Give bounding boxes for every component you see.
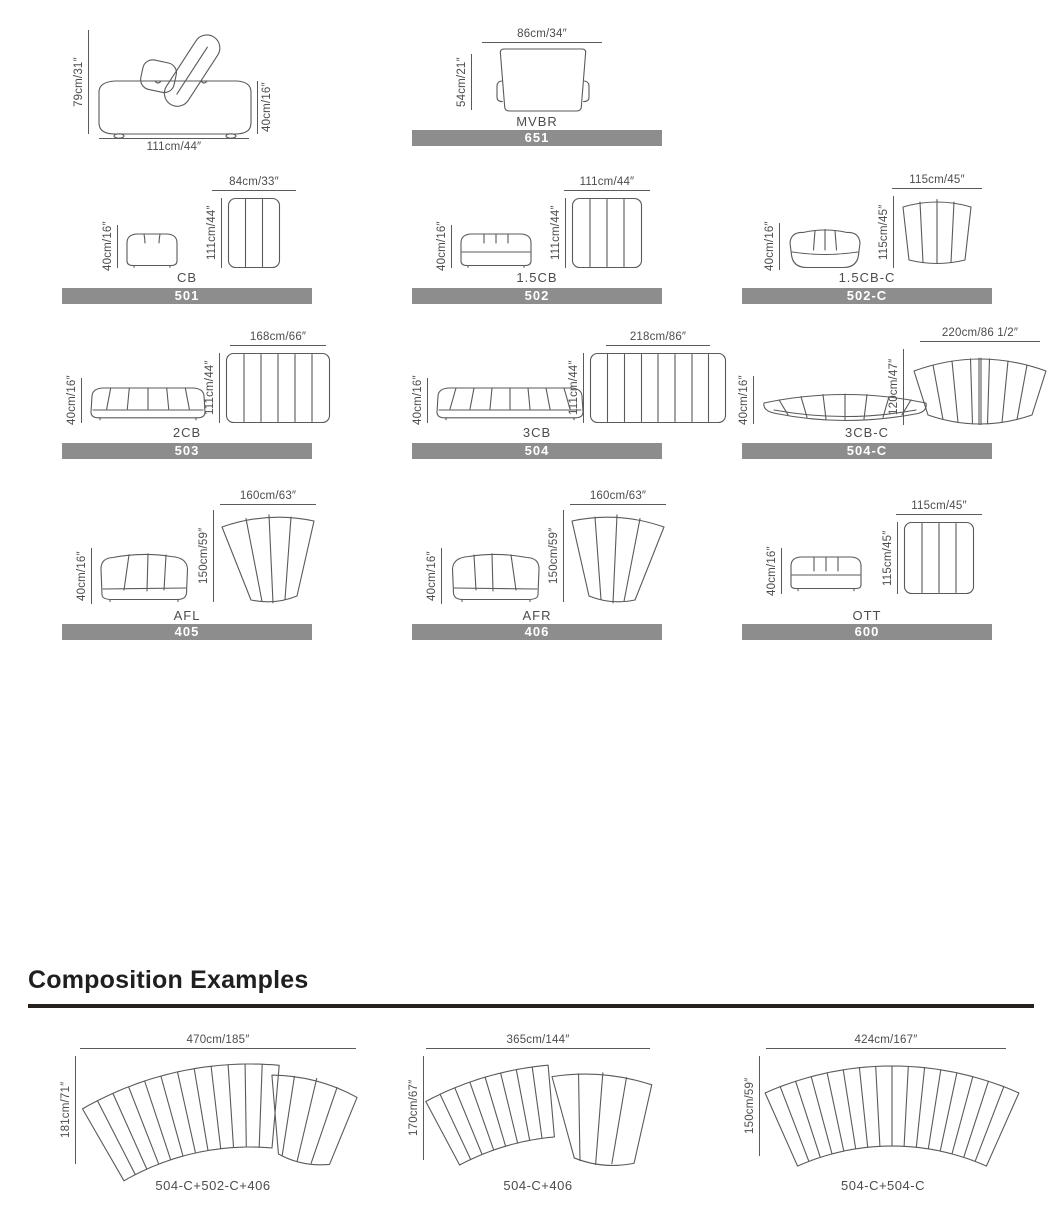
- front-view-drawing: [448, 550, 542, 604]
- dimension-line: [779, 223, 780, 270]
- module-cell-1-5cb-c: [742, 170, 992, 304]
- width-label: 220cm/86 1/2″: [941, 327, 1019, 339]
- dimension-line: [230, 345, 326, 346]
- module-code-bar: 504-C: [742, 443, 992, 459]
- dimension-line: [220, 504, 316, 505]
- composition-1-band: [83, 1064, 280, 1181]
- dimension-line: [897, 522, 898, 594]
- width-label: 86cm/34″: [517, 28, 567, 40]
- dimension-line: [570, 504, 666, 505]
- dimension-line: [213, 510, 214, 602]
- module-name: AFL: [173, 608, 201, 623]
- depth-dimension: [888, 349, 904, 425]
- seat-height-dimension: [764, 223, 780, 270]
- module-code-bar: 502-C: [742, 288, 992, 304]
- depth-label: 111cm/44″: [206, 205, 218, 261]
- module-code-bar: 504: [412, 443, 662, 459]
- module-cell-ott: [742, 490, 992, 642]
- module-name: 3CB-C: [844, 425, 889, 440]
- composition-2-drawing: [426, 1056, 666, 1170]
- module-cell-afr: [412, 490, 662, 642]
- seat-height-dimension: [436, 221, 452, 272]
- width-label: 168cm/66″: [249, 331, 307, 343]
- depth-dimension: [882, 522, 898, 594]
- depth-dimension: [568, 353, 584, 423]
- seat-height-dimension: [76, 548, 92, 604]
- module-code-bar: 405: [62, 624, 312, 640]
- dimension-line: [766, 1048, 1006, 1049]
- overall-height-label: 79cm/31″: [73, 57, 85, 107]
- module-name: OTT: [852, 608, 882, 623]
- front-view-drawing: [88, 383, 208, 423]
- top-view-drawing: [572, 198, 642, 268]
- front-view-drawing: [760, 381, 930, 427]
- module-name: AFR: [522, 608, 552, 623]
- mvbr-front-drawing: [495, 47, 591, 115]
- sofa-side-view-drawing: [85, 28, 265, 142]
- module-code-bar: 503: [62, 443, 312, 459]
- width-label: 218cm/86″: [629, 331, 687, 343]
- top-view-drawing: [226, 353, 330, 423]
- section-divider-rule: [28, 1004, 1034, 1008]
- seat-height-label: 40cm/16″: [738, 375, 750, 425]
- width-label: 424cm/167″: [854, 1034, 918, 1046]
- composition-section-heading: Composition Examples: [28, 966, 309, 994]
- width-label: 115cm/45″: [911, 500, 967, 512]
- depth-label: 111cm/44″: [568, 360, 580, 416]
- depth-dimension: [206, 198, 222, 268]
- seat-height-dimension: [412, 375, 428, 426]
- overall-width-dimension: [99, 138, 249, 153]
- seat-height-label: 40cm/16″: [764, 221, 776, 272]
- width-dimension: [896, 500, 982, 515]
- composition-1-drawing: [80, 1056, 370, 1176]
- module-cell-3cb: [412, 325, 687, 459]
- top-view-drawing: [904, 522, 974, 594]
- width-dimension: [80, 1034, 356, 1049]
- width-dimension: [570, 490, 666, 505]
- depth-label: 170cm/67″: [408, 1079, 420, 1137]
- module-cell-afl: [62, 490, 312, 642]
- module-code-bar: 406: [412, 624, 662, 640]
- depth-dimension: [60, 1056, 76, 1164]
- depth-label: 111cm/44″: [550, 205, 562, 261]
- dimension-line: [482, 42, 602, 43]
- dimension-line: [81, 378, 82, 423]
- module-name: 1.5CB-C: [838, 270, 896, 285]
- module-name: MVBR: [516, 114, 558, 129]
- seat-height-label: 40cm/16″: [436, 221, 448, 272]
- width-dimension: [920, 327, 1040, 342]
- module-cell-3cb-c: [738, 325, 1019, 459]
- top-view-drawing: [570, 510, 666, 602]
- depth-label: 181cm/71″: [60, 1081, 72, 1139]
- dimension-line: [896, 514, 982, 515]
- seat-height-label: 40cm/16″: [426, 551, 438, 601]
- dimension-line: [91, 548, 92, 604]
- top-view-drawing: [900, 196, 974, 268]
- module-code-bar: 651: [412, 130, 662, 146]
- width-dimension: [892, 174, 982, 189]
- width-label: 115cm/45″: [909, 174, 965, 186]
- dimension-line: [471, 54, 472, 110]
- depth-label: 150cm/59″: [744, 1077, 756, 1135]
- width-dimension: [482, 28, 602, 43]
- module-name: CB: [176, 270, 198, 285]
- dimension-line: [451, 225, 452, 268]
- width-dimension: [220, 490, 316, 505]
- seat-height-dimension: [766, 548, 782, 594]
- dimension-line: [423, 1056, 424, 1160]
- dimension-line: [221, 198, 222, 268]
- dimension-line: [80, 1048, 356, 1049]
- dimension-line: [892, 188, 982, 189]
- module-cell-cb: [62, 170, 312, 304]
- width-dimension: [606, 331, 710, 346]
- dimension-line: [893, 196, 894, 268]
- width-label: 470cm/185″: [186, 1034, 250, 1046]
- depth-dimension: [198, 510, 214, 602]
- dimension-line: [781, 548, 782, 594]
- composition-2-end-module: [542, 1067, 652, 1171]
- module-cell-2cb: [62, 325, 312, 459]
- width-dimension: [212, 176, 296, 191]
- dimension-line: [564, 190, 650, 191]
- composition-label: 504-C+502-C+406: [155, 1178, 271, 1193]
- front-view-drawing: [788, 552, 864, 594]
- side-view-cell: [45, 22, 315, 157]
- dimension-line: [117, 225, 118, 268]
- composition-2-band: [426, 1065, 555, 1165]
- front-view-drawing: [786, 226, 864, 270]
- seat-height-dimension: [257, 81, 273, 134]
- depth-dimension: [548, 510, 564, 602]
- dimension-line: [441, 548, 442, 604]
- dimension-line: [219, 353, 220, 423]
- depth-dimension: [744, 1056, 760, 1156]
- dimension-line: [99, 138, 249, 139]
- width-dimension: [426, 1034, 650, 1049]
- depth-label: 115cm/45″: [882, 530, 894, 586]
- seat-height-dimension: [426, 548, 442, 604]
- dimension-line: [606, 345, 710, 346]
- dimension-line: [753, 376, 754, 424]
- width-label: 160cm/63″: [239, 490, 297, 502]
- seat-height-dimension: [102, 221, 118, 272]
- dimension-line: [257, 81, 258, 134]
- depth-dimension: [550, 198, 566, 268]
- front-view-drawing: [98, 550, 192, 604]
- composition-label: 504-C+406: [503, 1178, 573, 1193]
- module-code-bar: 502: [412, 288, 662, 304]
- width-dimension: [766, 1034, 1006, 1049]
- top-view-drawing: [228, 198, 280, 268]
- seat-height-label: 40cm/16″: [412, 375, 424, 426]
- dimension-line: [427, 378, 428, 423]
- front-view-drawing: [124, 230, 180, 268]
- composition-3-drawing: [762, 1056, 1022, 1168]
- top-view-drawing: [220, 510, 316, 602]
- dimension-line: [565, 198, 566, 268]
- module-name: 1.5CB: [516, 270, 558, 285]
- depth-dimension: [408, 1056, 424, 1160]
- front-view-drawing: [458, 230, 534, 268]
- dimension-line: [903, 349, 904, 425]
- module-code-bar: 501: [62, 288, 312, 304]
- top-view-drawing: [590, 353, 726, 423]
- composition-cell-3: [738, 1032, 1028, 1198]
- depth-label: 150cm/59″: [198, 527, 210, 585]
- composition-1-end-module: [251, 1066, 359, 1172]
- composition-3-band: [765, 1066, 1019, 1166]
- module-name: 2CB: [172, 425, 202, 440]
- width-dimension: [564, 176, 650, 191]
- depth-label: 115cm/45″: [878, 204, 890, 260]
- depth-dimension: [878, 196, 894, 268]
- dimension-line: [759, 1056, 760, 1156]
- dimension-line: [583, 353, 584, 423]
- depth-label: 150cm/59″: [548, 527, 560, 585]
- seat-height-dimension: [66, 375, 82, 426]
- dimension-line: [920, 341, 1040, 342]
- height-dimension: [456, 54, 472, 110]
- depth-dimension: [204, 353, 220, 423]
- module-cell-1-5cb: [412, 170, 662, 304]
- overall-width-label: 111cm/44″: [146, 141, 202, 153]
- composition-cell-1: [58, 1032, 368, 1198]
- dimension-line: [563, 510, 564, 602]
- seat-height-label: 40cm/16″: [76, 551, 88, 601]
- seat-height-dimension: [738, 376, 754, 424]
- width-dimension: [230, 331, 326, 346]
- module-code-bar: 600: [742, 624, 992, 640]
- top-view-drawing: [910, 349, 1050, 425]
- width-label: 365cm/144″: [506, 1034, 570, 1046]
- height-label: 54cm/21″: [456, 57, 468, 107]
- depth-label: 120cm/47″: [888, 358, 900, 416]
- seat-height-label: 40cm/16″: [66, 375, 78, 426]
- seat-height-label: 40cm/16″: [261, 82, 273, 133]
- width-label: 111cm/44″: [579, 176, 635, 188]
- seat-height-label: 40cm/16″: [102, 221, 114, 272]
- dimension-line: [75, 1056, 76, 1164]
- seat-height-label: 40cm/16″: [766, 546, 778, 596]
- composition-cell-2: [408, 1032, 668, 1198]
- depth-label: 111cm/44″: [204, 360, 216, 416]
- dimension-line: [426, 1048, 650, 1049]
- module-name: 3CB: [522, 425, 552, 440]
- module-cell-mvbr: [412, 22, 662, 146]
- width-label: 84cm/33″: [229, 176, 279, 188]
- dimension-line: [212, 190, 296, 191]
- width-label: 160cm/63″: [589, 490, 647, 502]
- composition-label: 504-C+504-C: [841, 1178, 925, 1193]
- front-view-drawing: [434, 383, 586, 423]
